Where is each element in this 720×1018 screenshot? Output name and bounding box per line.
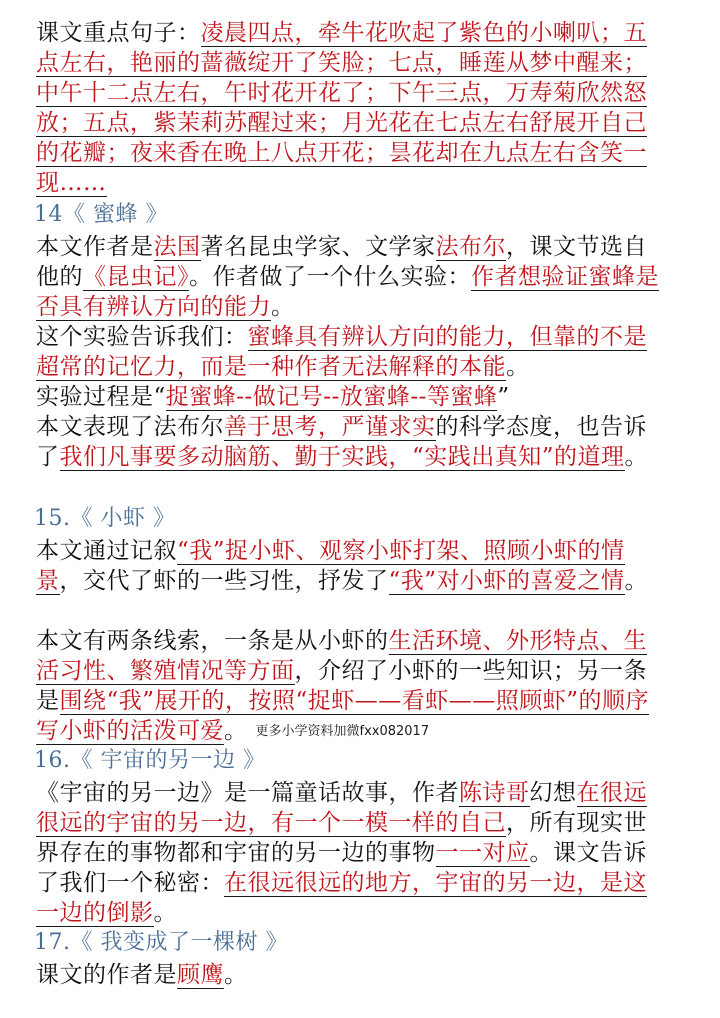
answer-text: 顾鹰	[177, 962, 224, 988]
answer-text: 《昆虫记》	[83, 264, 189, 290]
key-sentences-paragraph	[36, 18, 668, 198]
shrimp-summary-paragraph	[36, 536, 668, 596]
text: 本文作者是	[36, 234, 154, 260]
answer-text: 法国	[153, 234, 201, 260]
answer-text: 在很远很远的地方，宇宙的另一边，是这一边的倒影	[36, 870, 647, 926]
section-heading-17: 17.《 我变成了一棵树 》	[34, 930, 288, 955]
answer-text: 凌晨四点，牵牛花吹起了紫色的小喇叭；五点左右，艳丽的蔷薇绽开了笑脸；七点，睡莲从梦中醒来；中午十二点左右，午时花开花了；下午三点，万寿菊欣然怒放；五点，紫茉莉苏醒过来；月光花在七点左右舒展开自己的花瓣；夜来香在晚上八点开花；昙花却在九点左右含笑一现……	[36, 20, 647, 196]
label: 课文重点句子：	[36, 20, 201, 46]
section-heading-15: 15.《 小虾 》	[34, 506, 176, 531]
section-heading-14: 14《 蜜蜂 》	[34, 202, 168, 227]
text: 课文的作者是	[36, 962, 177, 988]
watermark-text: 更多小学资料加微fxx082017	[255, 724, 430, 739]
text: ，介绍了小虾的一些知识；另一条是	[36, 658, 647, 714]
answer-text: 法布尔	[435, 234, 506, 260]
universe-paragraph	[36, 778, 668, 928]
answer-text: 作者想验证蜜蜂是否具有辨认方向的能力	[36, 264, 659, 320]
text: ，课文节选自他的	[36, 234, 647, 290]
answer-text: 善于思考，严谨求实	[224, 414, 436, 440]
answer-text: 围绕“我”展开的，按照“捉虾——看虾——照顾虾”的顺序写小虾的活泼可爱	[36, 688, 650, 744]
text: ，所有现实世界存在的事物都和宇宙的另一边的事物	[36, 810, 647, 866]
experiment-conclusion-paragraph	[36, 322, 668, 382]
text: 实验过程是“	[36, 384, 166, 410]
text: 的科学态度，也告诉了	[36, 414, 647, 470]
text: 《宇宙的另一边》是一篇童话故事，作者	[36, 780, 459, 806]
text: 著名昆虫学家、文学家	[200, 234, 436, 260]
experiment-process-paragraph	[36, 382, 668, 412]
answer-text: 我们凡事要多动脑筋、勤于实践，“实践出真知”的道理	[59, 444, 625, 470]
answer-text: 在很远很远的宇宙的另一边，有一个一模一样的自己	[36, 780, 647, 836]
text: 。	[506, 354, 530, 380]
answer-text: “我”捉小虾、观察小虾打架、照顾小虾的情景	[36, 538, 625, 594]
text: 本文表现了法布尔	[36, 414, 224, 440]
text: ，交代了虾的一些习性，抒发了	[59, 568, 389, 594]
text: 。	[624, 568, 649, 594]
text: 本文有两条线索，一条是从小虾的	[36, 628, 389, 654]
text: 。	[224, 718, 248, 744]
answer-text: 捉蜜蜂--做记号--放蜜蜂--等蜜蜂	[165, 384, 498, 410]
text: ”	[497, 384, 510, 410]
text: 。课文告诉了我们一个秘密：	[36, 840, 647, 896]
bee-author-paragraph	[36, 232, 668, 322]
attitude-paragraph	[36, 412, 668, 472]
text: 。	[153, 900, 177, 926]
answer-text: 一一对应	[435, 840, 530, 866]
answer-text: 陈诗哥	[459, 780, 530, 806]
text: 。	[271, 294, 295, 320]
answer-text: 蜜蜂具有辨认方向的能力，但靠的不是超常的记忆力，而是一种作者无法解释的本能	[36, 324, 647, 380]
shrimp-clues-paragraph	[36, 626, 668, 747]
text: 幻想	[529, 780, 577, 806]
answer-text: 生活环境、外形特点、生活习性、繁殖情况等方面	[36, 628, 647, 684]
tree-author-paragraph	[36, 960, 668, 990]
text: 本文通过记叙	[36, 538, 177, 564]
text: 这个实验告诉我们：	[36, 324, 248, 350]
section-heading-16: 16.《 宇宙的另一边 》	[34, 748, 266, 773]
answer-text: “我”对小虾的喜爱之情	[388, 568, 625, 594]
text: 。	[624, 444, 649, 470]
text: 。作者做了一个什么实验：	[189, 264, 471, 290]
text: 。	[224, 962, 248, 988]
